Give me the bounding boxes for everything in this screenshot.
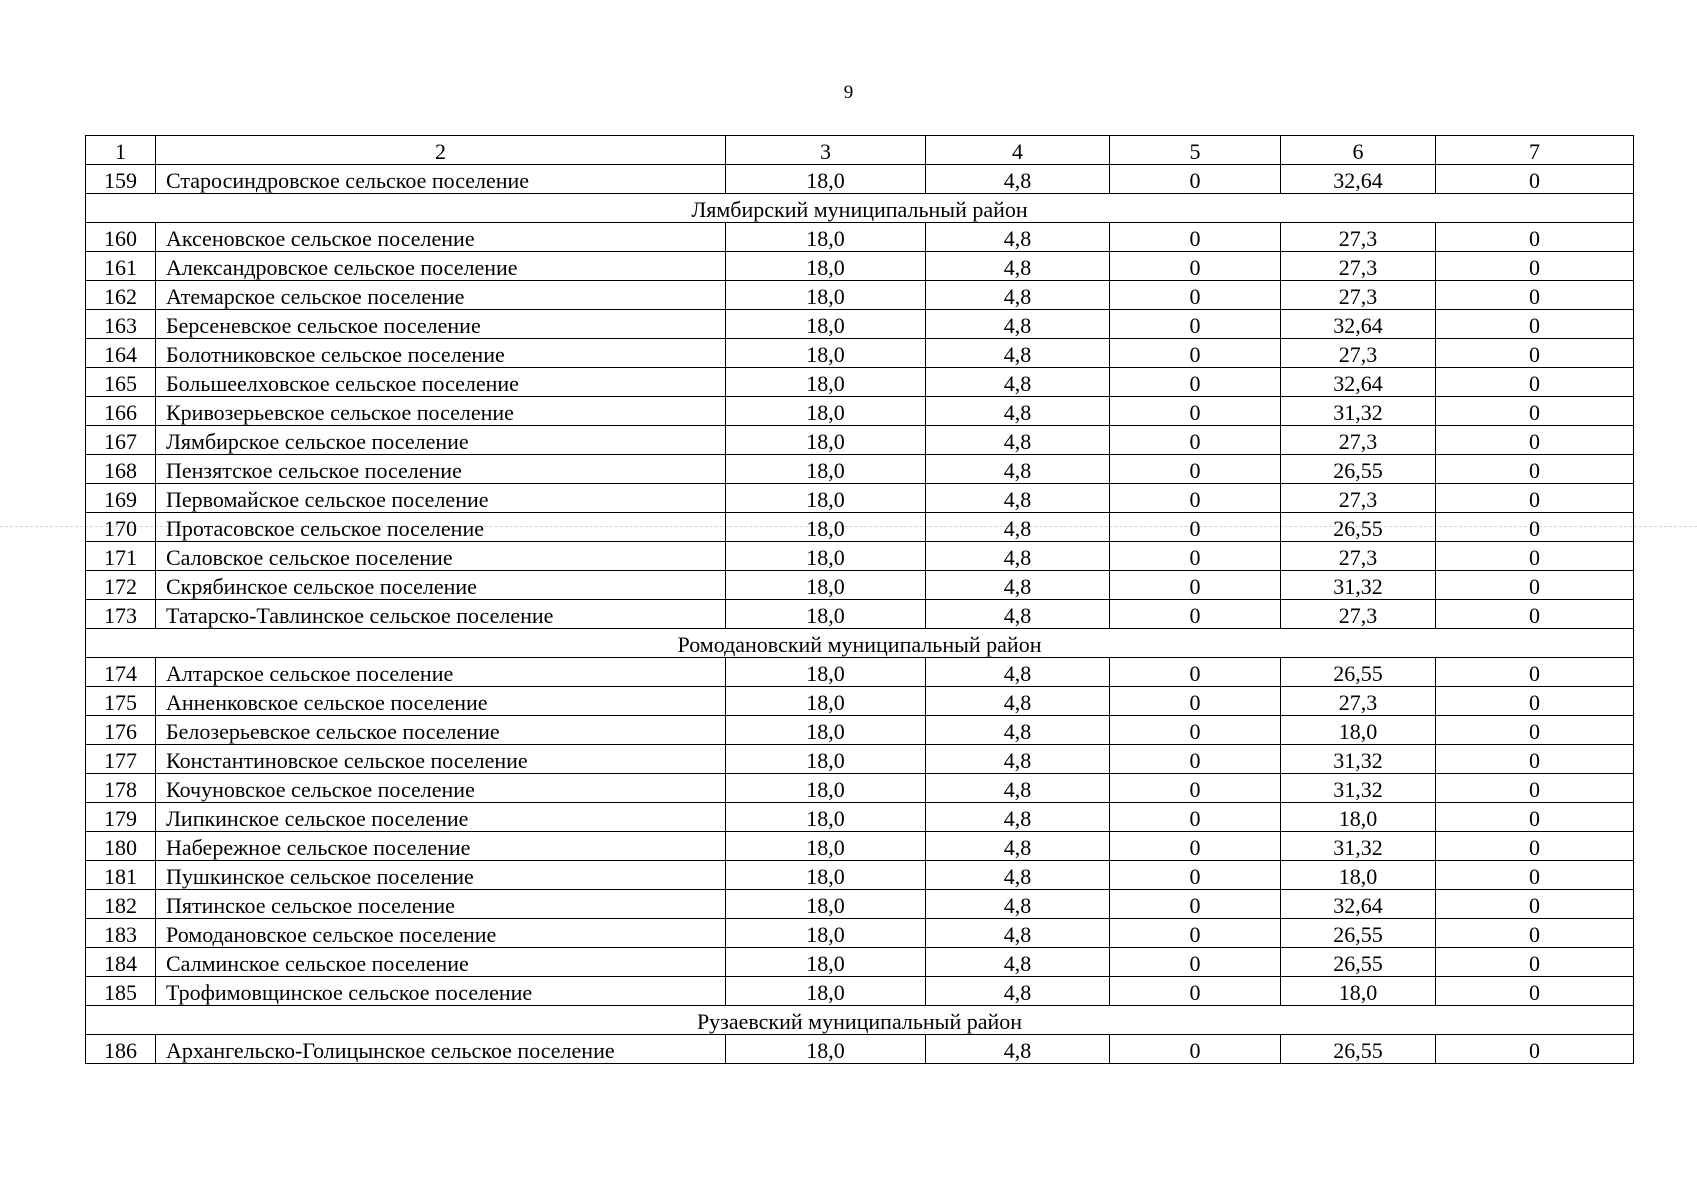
value-col-5: 0	[1110, 223, 1281, 252]
value-col-5: 0	[1110, 774, 1281, 803]
value-col-5: 0	[1110, 803, 1281, 832]
value-col-6: 27,3	[1281, 600, 1436, 629]
value-col-7: 0	[1436, 861, 1634, 890]
value-col-7: 0	[1436, 745, 1634, 774]
settlement-name: Анненковское сельское поселение	[156, 687, 726, 716]
value-col-3: 18,0	[726, 281, 926, 310]
table-row	[86, 223, 1634, 252]
settlement-name: Липкинское сельское поселение	[156, 803, 726, 832]
value-col-5: 0	[1110, 484, 1281, 513]
value-col-4: 4,8	[926, 832, 1110, 861]
page-number: 9	[843, 82, 854, 103]
value-col-6: 27,3	[1281, 484, 1436, 513]
value-col-7: 0	[1436, 484, 1634, 513]
header-cell: 5	[1110, 136, 1281, 165]
table-row	[86, 890, 1634, 919]
row-number: 183	[86, 919, 156, 948]
value-col-5: 0	[1110, 426, 1281, 455]
value-col-3: 18,0	[726, 310, 926, 339]
value-col-4: 4,8	[926, 1035, 1110, 1064]
value-col-3: 18,0	[726, 513, 926, 542]
row-number: 161	[86, 252, 156, 281]
row-number: 186	[86, 1035, 156, 1064]
district-heading: Лямбирский муниципальный район	[86, 194, 1634, 223]
row-number: 177	[86, 745, 156, 774]
value-col-5: 0	[1110, 455, 1281, 484]
settlement-name: Берсеневское сельское поселение	[156, 310, 726, 339]
value-col-7: 0	[1436, 948, 1634, 977]
row-number: 178	[86, 774, 156, 803]
value-col-3: 18,0	[726, 745, 926, 774]
value-col-3: 18,0	[726, 658, 926, 687]
value-col-3: 18,0	[726, 571, 926, 600]
value-col-6: 31,32	[1281, 571, 1436, 600]
value-col-6: 31,32	[1281, 397, 1436, 426]
value-col-7: 0	[1436, 803, 1634, 832]
value-col-3: 18,0	[726, 919, 926, 948]
value-col-4: 4,8	[926, 484, 1110, 513]
value-col-5: 0	[1110, 368, 1281, 397]
value-col-3: 18,0	[726, 832, 926, 861]
value-col-6: 27,3	[1281, 426, 1436, 455]
value-col-7: 0	[1436, 368, 1634, 397]
value-col-5: 0	[1110, 948, 1281, 977]
table-row	[86, 339, 1634, 368]
value-col-4: 4,8	[926, 658, 1110, 687]
table-row	[86, 368, 1634, 397]
row-number: 180	[86, 832, 156, 861]
settlement-name: Пушкинское сельское поселение	[156, 861, 726, 890]
settlement-name: Протасовское сельское поселение	[156, 513, 726, 542]
value-col-7: 0	[1436, 397, 1634, 426]
value-col-6: 26,55	[1281, 1035, 1436, 1064]
value-col-7: 0	[1436, 890, 1634, 919]
value-col-6: 32,64	[1281, 890, 1436, 919]
value-col-3: 18,0	[726, 252, 926, 281]
value-col-6: 26,55	[1281, 948, 1436, 977]
value-col-4: 4,8	[926, 571, 1110, 600]
settlement-name: Лямбирское сельское поселение	[156, 426, 726, 455]
row-number: 185	[86, 977, 156, 1006]
value-col-6: 27,3	[1281, 281, 1436, 310]
settlement-name: Аксеновское сельское поселение	[156, 223, 726, 252]
value-col-6: 26,55	[1281, 513, 1436, 542]
header-cell: 7	[1436, 136, 1634, 165]
settlement-name: Салминское сельское поселение	[156, 948, 726, 977]
row-number: 160	[86, 223, 156, 252]
value-col-5: 0	[1110, 252, 1281, 281]
table-row	[86, 513, 1634, 542]
row-number: 168	[86, 455, 156, 484]
value-col-6: 26,55	[1281, 658, 1436, 687]
value-col-6: 18,0	[1281, 977, 1436, 1006]
header-cell: 1	[86, 136, 156, 165]
settlement-name: Болотниковское сельское поселение	[156, 339, 726, 368]
row-number: 162	[86, 281, 156, 310]
value-col-7: 0	[1436, 600, 1634, 629]
value-col-7: 0	[1436, 542, 1634, 571]
district-heading: Рузаевский муниципальный район	[86, 1006, 1634, 1035]
settlement-name: Скрябинское сельское поселение	[156, 571, 726, 600]
value-col-6: 18,0	[1281, 716, 1436, 745]
table-row	[86, 977, 1634, 1006]
value-col-7: 0	[1436, 223, 1634, 252]
value-col-4: 4,8	[926, 368, 1110, 397]
settlement-name: Атемарское сельское поселение	[156, 281, 726, 310]
value-col-7: 0	[1436, 774, 1634, 803]
value-col-3: 18,0	[726, 890, 926, 919]
value-col-3: 18,0	[726, 397, 926, 426]
settlement-name: Белозерьевское сельское поселение	[156, 716, 726, 745]
table-row	[86, 542, 1634, 571]
table-row	[86, 861, 1634, 890]
table-row	[86, 397, 1634, 426]
table-row	[86, 571, 1634, 600]
value-col-7: 0	[1436, 339, 1634, 368]
value-col-5: 0	[1110, 890, 1281, 919]
value-col-4: 4,8	[926, 513, 1110, 542]
value-col-5: 0	[1110, 339, 1281, 368]
value-col-6: 32,64	[1281, 310, 1436, 339]
value-col-7: 0	[1436, 513, 1634, 542]
table-row	[86, 281, 1634, 310]
row-number: 163	[86, 310, 156, 339]
value-col-5: 0	[1110, 310, 1281, 339]
value-col-5: 0	[1110, 165, 1281, 194]
table-row	[86, 687, 1634, 716]
value-col-3: 18,0	[726, 774, 926, 803]
value-col-4: 4,8	[926, 339, 1110, 368]
row-number: 165	[86, 368, 156, 397]
value-col-4: 4,8	[926, 803, 1110, 832]
value-col-6: 27,3	[1281, 339, 1436, 368]
value-col-4: 4,8	[926, 716, 1110, 745]
settlement-name: Алтарское сельское поселение	[156, 658, 726, 687]
row-number: 181	[86, 861, 156, 890]
value-col-4: 4,8	[926, 281, 1110, 310]
settlement-name: Пятинское сельское поселение	[156, 890, 726, 919]
row-number: 167	[86, 426, 156, 455]
table-row	[86, 484, 1634, 513]
value-col-4: 4,8	[926, 919, 1110, 948]
value-col-6: 32,64	[1281, 165, 1436, 194]
value-col-3: 18,0	[726, 948, 926, 977]
value-col-7: 0	[1436, 687, 1634, 716]
value-col-7: 0	[1436, 571, 1634, 600]
value-col-3: 18,0	[726, 600, 926, 629]
value-col-3: 18,0	[726, 803, 926, 832]
row-number: 169	[86, 484, 156, 513]
value-col-7: 0	[1436, 919, 1634, 948]
value-col-4: 4,8	[926, 542, 1110, 571]
value-col-4: 4,8	[926, 774, 1110, 803]
value-col-4: 4,8	[926, 687, 1110, 716]
table-row	[86, 426, 1634, 455]
row-number: 173	[86, 600, 156, 629]
value-col-5: 0	[1110, 600, 1281, 629]
settlement-name: Пензятское сельское поселение	[156, 455, 726, 484]
settlement-name: Архангельско-Голицынское сельское поселение	[156, 1035, 726, 1064]
settlement-name: Татарско-Тавлинское сельское поселение	[156, 600, 726, 629]
value-col-3: 18,0	[726, 339, 926, 368]
value-col-4: 4,8	[926, 861, 1110, 890]
row-number: 184	[86, 948, 156, 977]
value-col-4: 4,8	[926, 223, 1110, 252]
value-col-3: 18,0	[726, 223, 926, 252]
value-col-4: 4,8	[926, 948, 1110, 977]
value-col-4: 4,8	[926, 890, 1110, 919]
district-section-row	[86, 629, 1634, 658]
table-row	[86, 1035, 1634, 1064]
row-number: 176	[86, 716, 156, 745]
value-col-5: 0	[1110, 861, 1281, 890]
table-row	[86, 252, 1634, 281]
header-cell: 6	[1281, 136, 1436, 165]
value-col-6: 18,0	[1281, 861, 1436, 890]
table-row	[86, 774, 1634, 803]
table-row	[86, 803, 1634, 832]
value-col-7: 0	[1436, 1035, 1634, 1064]
value-col-3: 18,0	[726, 861, 926, 890]
district-section-row	[86, 194, 1634, 223]
value-col-7: 0	[1436, 455, 1634, 484]
row-number: 175	[86, 687, 156, 716]
data-table	[85, 135, 1634, 1064]
row-number: 179	[86, 803, 156, 832]
value-col-6: 31,32	[1281, 774, 1436, 803]
value-col-7: 0	[1436, 716, 1634, 745]
value-col-5: 0	[1110, 658, 1281, 687]
value-col-4: 4,8	[926, 600, 1110, 629]
row-number: 164	[86, 339, 156, 368]
settlement-name: Старосиндровское сельское поселение	[156, 165, 726, 194]
value-col-5: 0	[1110, 571, 1281, 600]
value-col-6: 27,3	[1281, 542, 1436, 571]
value-col-4: 4,8	[926, 977, 1110, 1006]
value-col-5: 0	[1110, 832, 1281, 861]
value-col-5: 0	[1110, 745, 1281, 774]
value-col-4: 4,8	[926, 165, 1110, 194]
value-col-7: 0	[1436, 426, 1634, 455]
settlement-name: Большеелховское сельское поселение	[156, 368, 726, 397]
value-col-3: 18,0	[726, 368, 926, 397]
table-row	[86, 948, 1634, 977]
settlement-name: Александровское сельское поселение	[156, 252, 726, 281]
settlement-name: Кочуновское сельское поселение	[156, 774, 726, 803]
value-col-7: 0	[1436, 252, 1634, 281]
value-col-3: 18,0	[726, 716, 926, 745]
value-col-5: 0	[1110, 397, 1281, 426]
table-row	[86, 716, 1634, 745]
table-row	[86, 658, 1634, 687]
settlement-name: Трофимовщинское сельское поселение	[156, 977, 726, 1006]
table-row	[86, 310, 1634, 339]
value-col-5: 0	[1110, 513, 1281, 542]
value-col-5: 0	[1110, 1035, 1281, 1064]
row-number: 159	[86, 165, 156, 194]
header-cell: 4	[926, 136, 1110, 165]
row-number: 171	[86, 542, 156, 571]
header-cell: 2	[156, 136, 726, 165]
table-row	[86, 832, 1634, 861]
value-col-4: 4,8	[926, 426, 1110, 455]
table-row	[86, 745, 1634, 774]
table-row	[86, 455, 1634, 484]
value-col-4: 4,8	[926, 455, 1110, 484]
settlement-name: Константиновское сельское поселение	[156, 745, 726, 774]
value-col-6: 31,32	[1281, 832, 1436, 861]
value-col-6: 26,55	[1281, 455, 1436, 484]
table-row	[86, 919, 1634, 948]
row-number: 170	[86, 513, 156, 542]
value-col-3: 18,0	[726, 1035, 926, 1064]
header-row	[86, 136, 1634, 165]
district-heading: Ромодановский муниципальный район	[86, 629, 1634, 658]
row-number: 172	[86, 571, 156, 600]
value-col-4: 4,8	[926, 310, 1110, 339]
district-section-row	[86, 1006, 1634, 1035]
settlement-name: Первомайское сельское поселение	[156, 484, 726, 513]
table-row	[86, 600, 1634, 629]
value-col-7: 0	[1436, 165, 1634, 194]
header-cell: 3	[726, 136, 926, 165]
value-col-5: 0	[1110, 716, 1281, 745]
value-col-6: 31,32	[1281, 745, 1436, 774]
value-col-5: 0	[1110, 977, 1281, 1006]
value-col-5: 0	[1110, 281, 1281, 310]
value-col-5: 0	[1110, 919, 1281, 948]
row-number: 174	[86, 658, 156, 687]
value-col-3: 18,0	[726, 455, 926, 484]
value-col-7: 0	[1436, 832, 1634, 861]
value-col-6: 32,64	[1281, 368, 1436, 397]
value-col-5: 0	[1110, 542, 1281, 571]
value-col-6: 26,55	[1281, 919, 1436, 948]
value-col-7: 0	[1436, 977, 1634, 1006]
value-col-3: 18,0	[726, 165, 926, 194]
value-col-6: 27,3	[1281, 252, 1436, 281]
settlement-name: Набережное сельское поселение	[156, 832, 726, 861]
value-col-4: 4,8	[926, 252, 1110, 281]
table-body	[86, 136, 1634, 1064]
settlement-name: Кривозерьевское сельское поселение	[156, 397, 726, 426]
row-number: 182	[86, 890, 156, 919]
value-col-6: 27,3	[1281, 687, 1436, 716]
value-col-7: 0	[1436, 310, 1634, 339]
value-col-3: 18,0	[726, 542, 926, 571]
value-col-5: 0	[1110, 687, 1281, 716]
value-col-7: 0	[1436, 281, 1634, 310]
value-col-6: 18,0	[1281, 803, 1436, 832]
value-col-3: 18,0	[726, 977, 926, 1006]
value-col-4: 4,8	[926, 397, 1110, 426]
value-col-3: 18,0	[726, 687, 926, 716]
table-row	[86, 165, 1634, 194]
value-col-3: 18,0	[726, 484, 926, 513]
value-col-3: 18,0	[726, 426, 926, 455]
value-col-6: 27,3	[1281, 223, 1436, 252]
value-col-7: 0	[1436, 658, 1634, 687]
value-col-4: 4,8	[926, 745, 1110, 774]
row-number: 166	[86, 397, 156, 426]
settlement-name: Ромодановское сельское поселение	[156, 919, 726, 948]
settlement-name: Саловское сельское поселение	[156, 542, 726, 571]
